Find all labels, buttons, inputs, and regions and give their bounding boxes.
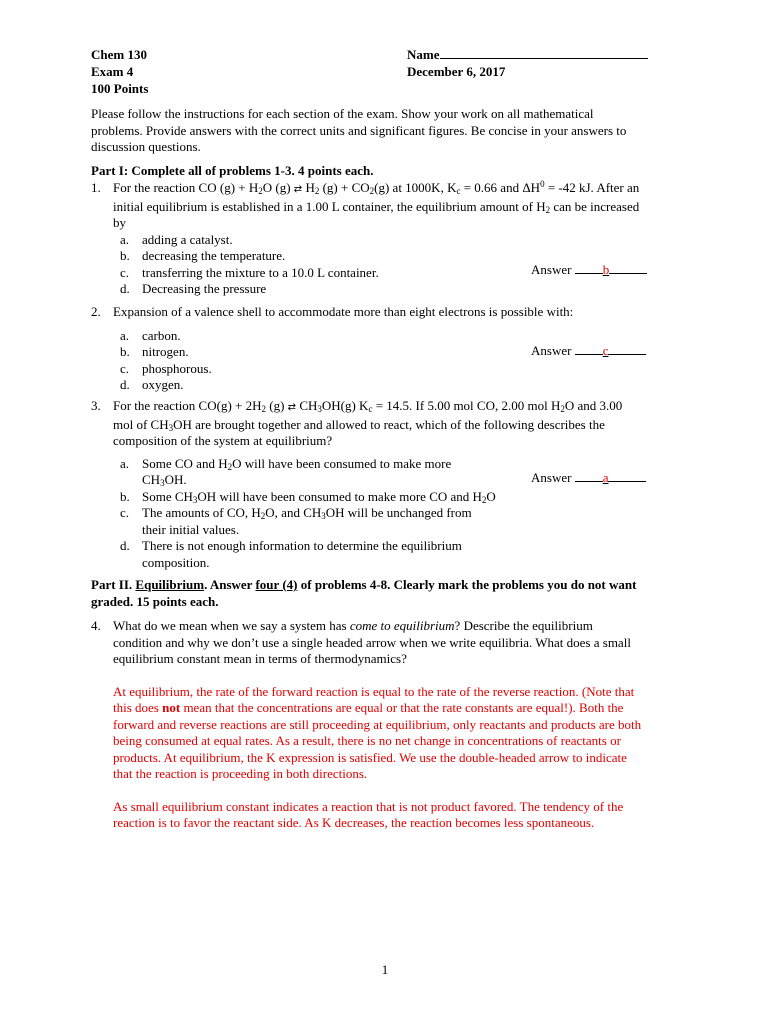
question-2-options [113, 328, 691, 394]
question-3: 3. For the reaction $CO(g) + 2H_2$ (g) ⇄ $CH_3OH(g) K_c = 14.5$. If 5.00 mol CO, 2.00 mol $H_2O$ and 3.00 mol of $CH_3OH$ are brought together and allowed to react, which of the following describes the composition of the system at equilibrium? a. Some CO and $H_2O$ will have been consumed to make more $CH_3OH$. b. Some $CH_3OH$ will have been consumed to make more CO and $H_2O$ c. The amounts of CO, $H_2O$, and $CH_3OH$ will be unchanged from their initial values. d. There is not enough information to determine the equilibrium composition. Answer a [91, 398, 691, 571]
option[interactable]: a. carbon. [120, 327, 181, 343]
question-4: 4. What do we mean when we say a system has come to equilibrium? Describe the equilibrium condition and why we don’t use a single headed arrow when we write equilibria. What does a small equilibrium constant mean in terms of thermodynamics? At equilibrium, the rate of the forward reaction is equal to the rate of the reverse reaction. (Note that this does not mean that the concentrations are equal or that the rate constants are equal!). Both the forward and reverse reactions are still proceeding at equilibrium, only reactants and products are both being consumed at equal rates. As a result, there is no net change in concentrations of reactants or products. At equilibrium, the K expression is satisfied. We use the double-headed arrow to indicate that the reaction is proceeding in both directions. As small equilibrium constant indicates a reaction that is not product favored. The tendency of the reaction is to favor the reactant side. As K decreases, the reaction becomes less spontaneous. [91, 618, 691, 832]
answer-blank[interactable]: Answer c [531, 343, 646, 360]
exam-date: December 6, 2017 [407, 64, 506, 79]
answer-value: a [602, 470, 609, 485]
question-1-text: For the reaction CO $(g) + H_2O$ (g) ⇄ $H_2$ $(g) + CO_2(g)$ at 1000K, $K_c = 0.66$ and $\Delta H^0 = -42$ kJ. After an initial equilibrium is established in a 1.00 L container, the equilibrium amount of $H_2$ can be increased by [113, 179, 640, 230]
option[interactable]: b. Some $CH_3OH$ will have been consumed to make more CO and $H_2O$ [120, 488, 496, 505]
question-3-text: For the reaction $CO(g) + 2H_2$ (g) ⇄ $CH_3OH(g) K_c = 14.5$. If 5.00 mol CO, 2.00 mol $H_2O$ and 3.00 mol of $CH_3OH$ are brought together and allowed to react, which of the following describes the composition of the system at equilibrium? [113, 398, 623, 448]
question-1: 1. For the reaction CO $(g) + H_2O$ (g) ⇄ $H_2$ $(g) + CO_2(g)$ at 1000K, $K_c = 0.66$ and $\Delta H^0 = -42$ kJ. After an initial equilibrium is established in a 1.00 L container, the equilibrium amount of $H_2$ can be increased by a. adding a catalyst. b. decreasing the temperature. c. transferring the mixture to a 10.0 L container. d. Decreasing the pressure Answer b [91, 180, 691, 298]
instructions: Please follow the instructions for each section of the exam. Show your work on all mathematical problems. Provide answers with the correct units and significant figures. Be concise in your answers to discussion questions. [91, 106, 627, 154]
question-2: 2. Expansion of a valence shell to accommodate more than eight electrons is possible with: a. carbon. b. nitrogen. c. phosphorous. d. oxygen. Answer c [91, 304, 691, 394]
answer-value: c [602, 343, 609, 358]
page-number: 1 [381, 962, 389, 977]
question-2-text: Expansion of a valence shell to accommodate more than eight electrons is possible with: [113, 304, 574, 319]
option[interactable]: c. transferring the mixture to a 10.0 L container. [120, 264, 379, 280]
option[interactable]: b. decreasing the temperature. [120, 248, 286, 263]
option[interactable]: d. There is not enough information to determine the equilibrium composition. [120, 538, 462, 570]
option[interactable]: a. adding a catalyst. [120, 231, 233, 247]
option[interactable]: d. oxygen. [120, 377, 184, 392]
part-2-heading: Part II. Equilibrium. Answer four (4) of problems 4-8. Clearly mark the problems you do not want graded. 15 points each. [91, 577, 637, 609]
option[interactable]: c. The amounts of CO, $H_2O$, and $CH_3OH$ will be unchanged from their initial values. [120, 505, 472, 537]
answer-blank[interactable]: Answer a [531, 470, 646, 487]
option[interactable]: b. nitrogen. [120, 344, 189, 359]
answer-blank[interactable]: Answer b [531, 262, 647, 279]
option[interactable]: a. Some CO and $H_2O$ will have been consumed to make more $CH_3OH$. [120, 455, 452, 488]
name-field[interactable]: Name [407, 46, 648, 63]
answer-value: b [602, 262, 610, 277]
question-4-answer-paragraph-1: At equilibrium, the rate of the forward reaction is equal to the rate of the reverse reaction. (Note that this does not mean that the concentrations are equal or that the rate constants are equal!). Both the forward and reverse reactions are still proceeding at equilibrium, only reactants and products are both being consumed at equal rates. As a result, there is no net change in concentrations of reactants or products. At equilibrium, the K expression is satisfied. We use the double-headed arrow to indicate that the reaction is proceeding in both directions. [113, 683, 642, 781]
exam-number: Exam 4 [91, 64, 134, 79]
question-4-answer-paragraph-2: As small equilibrium constant indicates a reaction that is not product favored. The tendency of the reaction is to favor the reactant side. As K decreases, the reaction becomes less spontaneous. [113, 798, 624, 830]
part-1-heading: Part I: Complete all of problems 1-3. 4 points each. [91, 163, 374, 178]
option[interactable]: d. Decreasing the pressure [120, 281, 267, 296]
total-points: 100 Points [91, 81, 149, 96]
option[interactable]: c. phosphorous. [120, 360, 212, 376]
question-4-text: What do we mean when we say a system has come to equilibrium? Describe the equilibrium condition and why we don’t use a single headed arrow when we write equilibria. What does a small equilibrium constant mean in terms of thermodynamics? [113, 618, 631, 666]
course-title: Chem 130 [91, 47, 147, 62]
